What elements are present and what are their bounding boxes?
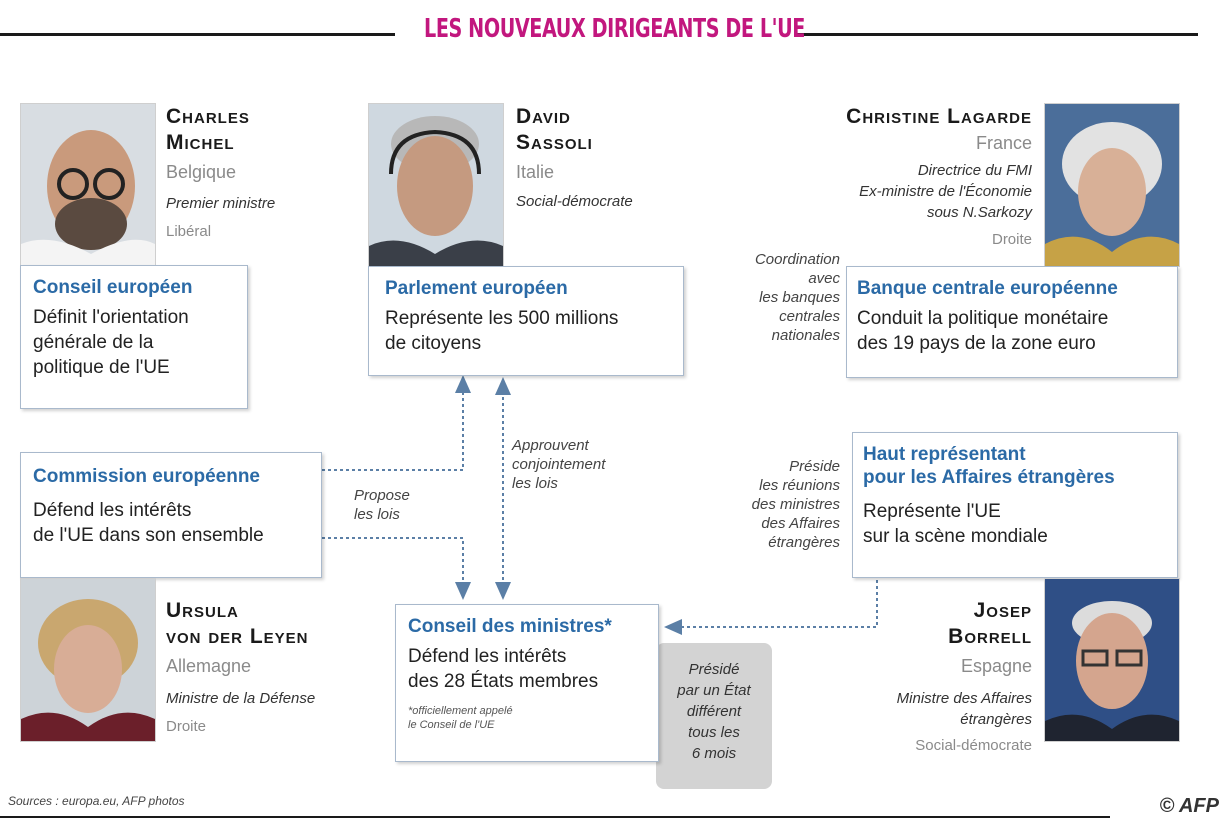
parlement-text: Représente les 500 millions de citoyens [385, 308, 619, 354]
country-josep-borrell: Espagne [960, 656, 1032, 676]
portrait-sassoli-icon [369, 104, 503, 266]
conseil-europeen-title: Conseil européen [33, 277, 193, 298]
name-david-sassoli: David Sassoli [516, 105, 593, 154]
haut-rep-text: Représente l'UE sur la scène mondiale [863, 501, 1048, 547]
role-ursula-von-der-leyen: Ministre de la Défense [166, 690, 316, 707]
commission-text: Défend les intérêts de l'UE dans son ensemble [33, 500, 264, 546]
photo-ursula-von-der-leyen [20, 578, 156, 742]
role-charles-michel: Premier ministre [166, 195, 276, 212]
note-propose-lois: Propose les lois [354, 487, 410, 523]
name-ursula-von-der-leyen: Ursula von der Leyen [166, 599, 309, 648]
afp-logo: © AFP [1159, 795, 1219, 817]
infographic-title: LES NOUVEAUX DIRIGEANTS DE L'UE [424, 14, 805, 44]
box-commission-europeenne [20, 452, 322, 578]
conseil-ministres-text: Défend les intérêts des 28 États membres [408, 646, 599, 692]
country-david-sassoli: Italie [516, 162, 555, 182]
party-ursula-von-der-leyen: Droite [166, 718, 207, 735]
box-conseil-des-ministres [395, 604, 659, 762]
name-josep-borrell: Josep Borrell [948, 599, 1032, 648]
note-preside-reunions: Préside les réunions des ministres des Affaires étrangères [751, 458, 840, 551]
box-banque-centrale [846, 266, 1178, 378]
photo-charles-michel [20, 103, 156, 267]
footer-rule [0, 816, 1110, 818]
role-josep-borrell: Ministre des Affaires étrangères [896, 690, 1032, 728]
photo-josep-borrell [1044, 578, 1180, 742]
name-christine-lagarde: Christine Lagarde [846, 105, 1032, 128]
role-david-sassoli: Social-démocrate [516, 193, 633, 210]
country-charles-michel: Belgique [166, 162, 237, 182]
sources-credit: Sources : europa.eu, AFP photos [8, 794, 185, 808]
box-haut-representant [852, 432, 1178, 578]
box-parlement-europeen [368, 266, 684, 376]
role-christine-lagarde: Directrice du FMI Ex-ministre de l'Économie sous N.Sarkozy [859, 162, 1032, 221]
portrait-michel-icon [21, 104, 155, 266]
photo-christine-lagarde [1044, 103, 1180, 267]
box-conseil-europeen [20, 265, 248, 409]
conseil-europeen-text: Définit l'orientation générale de la politique de l'UE [33, 307, 189, 378]
name-charles-michel: Charles Michel [166, 105, 250, 154]
haut-rep-title: Haut représentant pour les Affaires étrangères [863, 444, 1115, 488]
portrait-lagarde-icon [1045, 104, 1179, 266]
party-josep-borrell: Social-démocrate [915, 737, 1032, 754]
party-charles-michel: Libéral [166, 223, 212, 240]
note-approuvent-lois: Approuvent conjointement les lois [512, 437, 606, 492]
arrow-commission-to-parlement [322, 383, 463, 470]
arrow-commission-to-conseil [322, 538, 463, 592]
bubble-presidence-rotation: Présidé par un État différent tous les 6 mois [656, 643, 772, 789]
arrow-hautrep-to-conseil [672, 580, 877, 627]
note-coordination: Coordination avec les banques centrales nationales [754, 251, 840, 344]
conseil-ministres-title: Conseil des ministres* [408, 616, 612, 637]
parlement-title: Parlement européen [385, 278, 568, 299]
country-ursula-von-der-leyen: Allemagne [166, 656, 252, 676]
portrait-vonderleyen-icon [21, 579, 155, 741]
portrait-borrell-icon [1045, 579, 1179, 741]
country-christine-lagarde: France [975, 133, 1032, 153]
party-christine-lagarde: Droite [991, 231, 1032, 248]
photo-david-sassoli [368, 103, 504, 267]
commission-title: Commission européenne [33, 466, 260, 487]
conseil-ministres-footnote: *officiellement appelé le Conseil de l'UE [408, 705, 513, 731]
bce-text: Conduit la politique monétaire des 19 pays de la zone euro [857, 308, 1109, 354]
bce-title: Banque centrale européenne [857, 278, 1118, 299]
